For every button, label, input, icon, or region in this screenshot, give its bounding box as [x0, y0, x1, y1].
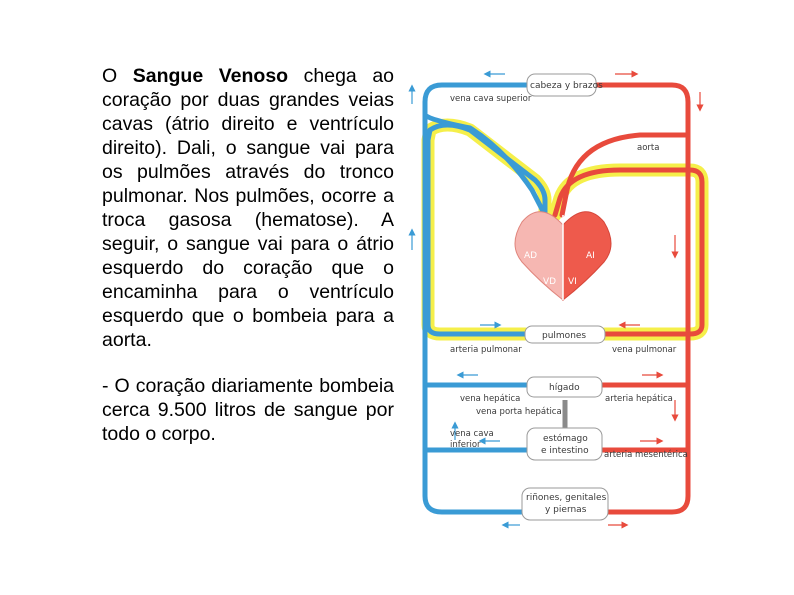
organ-head-arms: [527, 74, 603, 96]
organ-stomach: [527, 428, 602, 460]
box-label-head-arms: cabeza y brazos: [530, 81, 603, 91]
label-vd: VD: [543, 277, 557, 287]
label-vena-cava-inferior-2: inferior: [450, 440, 481, 450]
box-label-kidneys-1: riñones, genitales: [526, 493, 607, 503]
label-vena-porta-hepatica: vena porta hepática: [476, 407, 562, 417]
label-arteria-hepatica: arteria hepática: [605, 394, 673, 404]
paragraph-prefix: O: [102, 65, 118, 87]
heart: [515, 212, 611, 300]
box-label-lungs: pulmones: [542, 331, 587, 341]
label-arteria-mesenterica: arteria mesentérica: [604, 450, 688, 460]
organ-lungs: [525, 326, 605, 343]
box-label-liver: hígado: [549, 383, 580, 393]
box-label-stomach-1: estómago: [543, 434, 588, 444]
label-arteria-pulmonar: arteria pulmonar: [450, 345, 522, 355]
box-label-kidneys-2: y piernas: [545, 505, 587, 515]
label-vena-cava-superior: vena cava superior: [450, 94, 532, 104]
organ-kidneys: [522, 488, 608, 520]
label-aorta: aorta: [637, 143, 660, 153]
label-ad: AD: [524, 251, 538, 261]
label-vena-pulmonar: vena pulmonar: [612, 345, 677, 355]
paragraph-body: chega ao coração por duas grandes veias cavas (átrio direito e ventrículo direito). Dali, o sangue vai para os pulmões através do tronco pulmonar. Nos pulmões, ocorre a troca gasosa (hematose). A seguir, o sangue vai para o átrio esquerdo do coração que o encaminha para o ventrículo esquerdo que o bombeia para a aorta.: [102, 65, 395, 351]
box-label-stomach-2: e intestino: [541, 446, 589, 456]
organ-liver: [527, 377, 602, 397]
label-vi: VI: [568, 277, 577, 287]
label-ai: AI: [586, 251, 595, 261]
label-vena-cava-inferior-1: vena cava: [450, 429, 494, 439]
label-vena-hepatica: vena hepática: [460, 394, 521, 404]
paragraph-daily-pumping: - O coração diariamente bombeia cerca 9.500 litros de sangue por todo o corpo.: [102, 375, 394, 445]
bold-term-sangue-venoso: Sangue Venoso: [132, 65, 289, 87]
